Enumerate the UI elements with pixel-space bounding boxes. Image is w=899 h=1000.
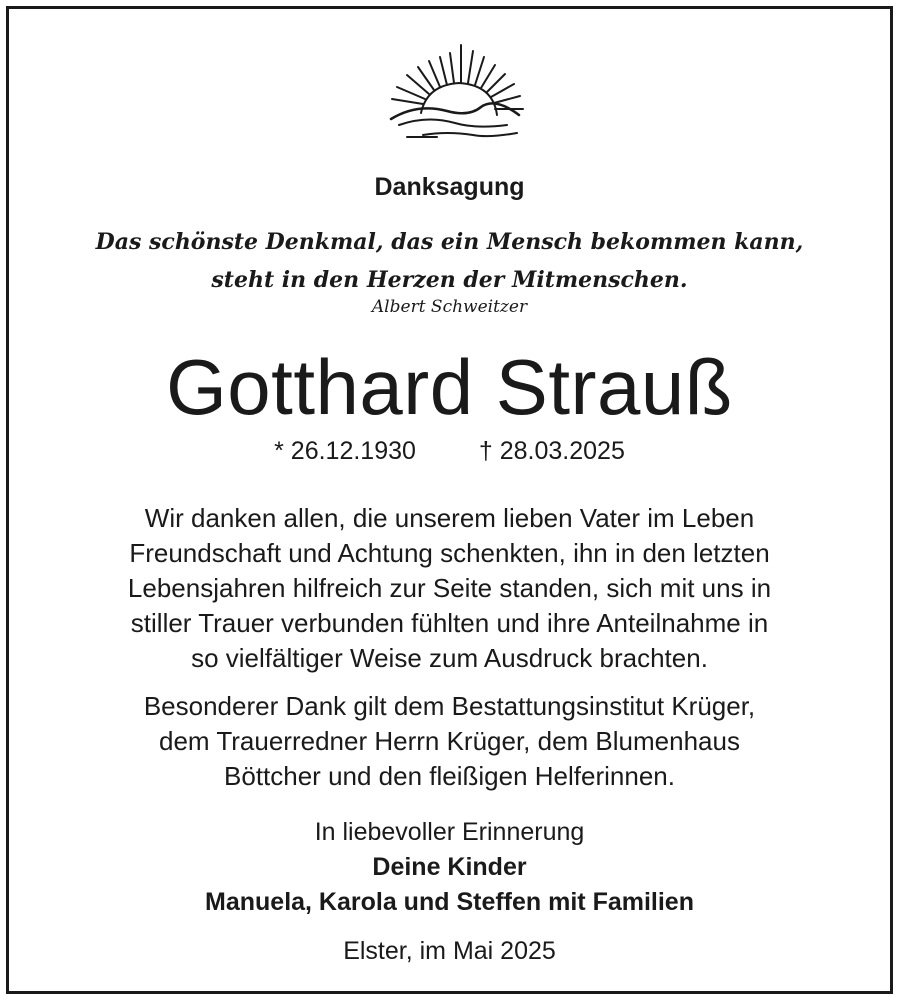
- quote-line: Das schönste Denkmal, das ein Mensch bekommen kann,: [95, 229, 804, 255]
- death-date: † 28.03.2025: [478, 437, 625, 465]
- quote-line: steht in den Herzen der Mitmenschen.: [211, 267, 688, 293]
- signers-names: Manuela, Karola und Steffen mit Familien: [205, 888, 694, 916]
- sunrise-over-hills-icon: [377, 37, 527, 141]
- signers-title: Deine Kinder: [372, 853, 527, 881]
- heading: Danksagung: [374, 173, 525, 201]
- life-dates: [9, 437, 890, 466]
- signature-block: [9, 815, 890, 920]
- thanks-paragraph: Wir danken allen, die unserem lieben Vater im Leben Freundschaft und Achtung schenkten, ihn in den letzten Lebensjahren hilfreich zur Seite standen, sich mit uns in stiller Trauer verbunden fühlten und ihre Anteilnahme in so vielfältiger Weise zum Ausdruck brachten.: [127, 503, 772, 673]
- deceased-name: Gotthard Strauß: [166, 343, 733, 431]
- quote: [9, 223, 890, 299]
- obituary-notice: [6, 6, 893, 994]
- place-date: Elster, im Mai 2025: [343, 937, 556, 965]
- closing-line: In liebevoller Erinnerung: [314, 818, 585, 846]
- special-thanks-paragraph: Besonderer Dank gilt dem Bestattungsinstitut Krüger, dem Trauerredner Herrn Krüger, dem Blumenhaus Böttcher und den fleißigen Helferinnen.: [143, 691, 756, 791]
- birth-date: * 26.12.1930: [274, 437, 416, 465]
- thanks-text: [39, 501, 860, 794]
- quote-author: Albert Schweitzer: [371, 297, 528, 317]
